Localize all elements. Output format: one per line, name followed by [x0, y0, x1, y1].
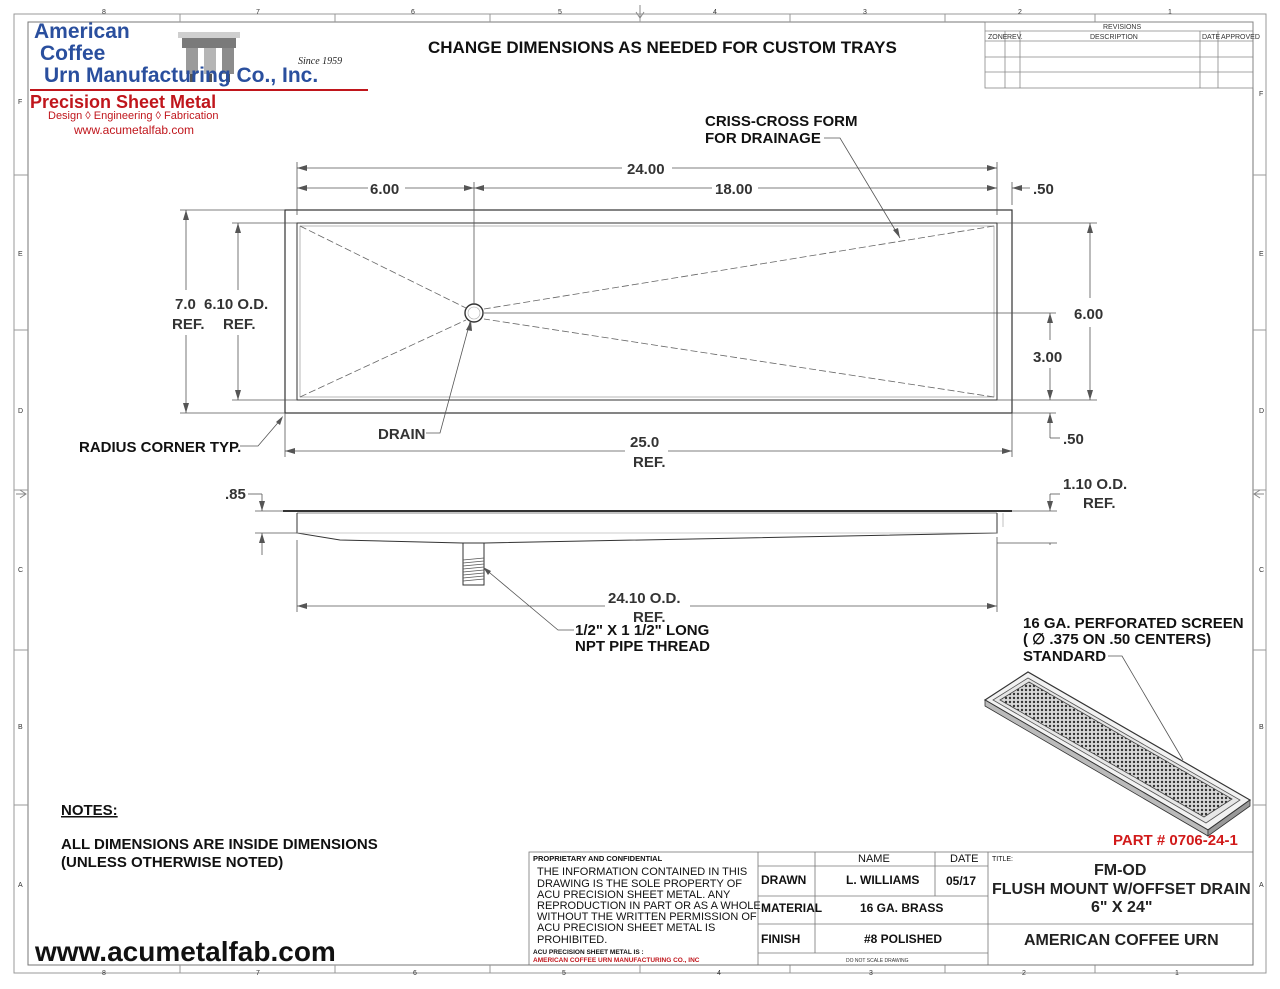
dim-height-ref-label: REF. — [172, 316, 205, 333]
dim-od-length-label: REF. — [633, 609, 666, 626]
pipe-label-1: 1/2" X 1 1/2" LONG — [575, 622, 710, 639]
tray-iso-view — [985, 672, 1250, 836]
company-logo — [30, 20, 370, 140]
zone-num-bottom: 5 — [562, 970, 566, 977]
finish-label: FINISH — [761, 932, 801, 946]
tray-top-view — [285, 210, 1012, 413]
dim-drain-offset: 6.00 — [370, 181, 400, 198]
outer-border — [14, 14, 1266, 973]
zone-num-bottom: 8 — [102, 970, 106, 977]
rev-col-zone: ZONE — [988, 34, 1008, 41]
zone-num-bottom: 6 — [413, 970, 417, 977]
zone-letter-right: D — [1259, 408, 1265, 415]
center-arrow-right — [1254, 490, 1264, 498]
zone-num-top: 1 — [1168, 9, 1172, 16]
criss-cross-label-1: CRISS-CROSS FORM — [705, 113, 858, 130]
center-arrow-top — [636, 5, 644, 18]
logo-rule — [30, 89, 368, 91]
material-label: MATERIAL — [761, 901, 823, 915]
logo-tagline: Precision Sheet Metal — [30, 92, 217, 112]
company-name: AMERICAN COFFEE URN — [1024, 932, 1219, 949]
material-value: 16 GA. BRASS — [860, 901, 944, 915]
zone-num-top: 7 — [256, 9, 260, 16]
screen-label-1: 16 GA. PERFORATED SCREEN — [1023, 615, 1244, 632]
rev-col-approved: APPROVED — [1221, 34, 1260, 41]
part-number: PART # 0706-24-1 — [1113, 832, 1238, 849]
zone-letter-right: C — [1259, 567, 1265, 574]
dim-overall-ref-label: REF. — [633, 454, 666, 471]
zone-num-bottom: 2 — [1022, 970, 1026, 977]
finish-value: #8 POLISHED — [864, 932, 943, 946]
revision-block — [985, 22, 1253, 88]
date-header: DATE — [950, 853, 979, 865]
zone-num-top: 2 — [1018, 9, 1022, 16]
zone-letter-left: C — [18, 567, 24, 574]
proprietary-line: THE INFORMATION CONTAINED IN THIS — [537, 866, 748, 878]
notes-line-2: (UNLESS OTHERWISE NOTED) — [61, 854, 284, 871]
zone-num-top: 6 — [411, 9, 415, 16]
zone-letter-right: E — [1259, 251, 1264, 258]
drawn-label: DRAWN — [761, 873, 807, 887]
radius-corner-label: RADIUS CORNER TYP. — [79, 439, 242, 456]
dim-inner-height: 6.00 — [1074, 306, 1104, 323]
zone-letter-left: A — [18, 882, 23, 889]
screen-label-3: STANDARD — [1023, 648, 1107, 665]
acu-line-2: AMERICAN COFFEE URN MANUFACTURING CO., INC — [533, 957, 700, 964]
dim-depth: .85 — [225, 486, 246, 503]
zone-letter-right: F — [1259, 91, 1264, 98]
dim-flange-right: .50 — [1033, 181, 1054, 198]
zone-letter-left: E — [18, 251, 23, 258]
proprietary-line: ACU PRECISION SHEET METAL. ANY — [537, 889, 731, 901]
proprietary-line: DRAWING IS THE SOLE PROPERTY OF — [537, 878, 742, 890]
proprietary-line: PROHIBITED. — [537, 934, 608, 946]
logo-url: www.acumetalfab.com — [74, 123, 195, 137]
tray-side-view — [283, 511, 1012, 585]
proprietary-line: REPRODUCTION IN PART OR AS A WHOLE — [537, 900, 761, 912]
rev-col-rev: REV. — [1007, 34, 1023, 41]
dim-drain-center: 3.00 — [1033, 349, 1063, 366]
drain-label: DRAIN — [378, 426, 426, 443]
title-line-2: FLUSH MOUNT W/OFFSET DRAIN — [992, 881, 1251, 898]
rev-col-description: DESCRIPTION — [1090, 34, 1138, 41]
logo-services: Design ◊ Engineering ◊ Fabrication — [48, 110, 219, 122]
rev-col-date: DATE — [1202, 34, 1221, 41]
zone-num-top: 4 — [713, 9, 717, 16]
zone-letter-right: A — [1259, 882, 1264, 889]
title-line-3: 6" X 24" — [1091, 899, 1153, 916]
title-line-1: FM-OD — [1094, 862, 1147, 879]
dim-od-depth: 1.10 O.D. — [1063, 476, 1128, 493]
zone-num-bottom: 1 — [1175, 970, 1179, 977]
dim-overall-ref: 25.0 — [630, 434, 660, 451]
zone-num-top: 8 — [102, 9, 106, 16]
drawn-date: 05/17 — [946, 874, 977, 888]
notes-heading: NOTES: — [61, 802, 118, 819]
screen-label-2: ( ∅ .375 ON .50 CENTERS) — [1023, 631, 1212, 648]
proprietary-heading: PROPRIETARY AND CONFIDENTIAL — [533, 854, 663, 863]
dim-od-depth-label: REF. — [1083, 495, 1116, 512]
dim-overall-width: 24.00 — [627, 161, 665, 178]
header-title: CHANGE DIMENSIONS AS NEEDED FOR CUSTOM TRAYS — [428, 38, 897, 57]
dim-height-od-label: REF. — [223, 316, 256, 333]
logo-line-1: American — [34, 20, 130, 43]
zone-num-bottom: 3 — [869, 970, 873, 977]
drawn-name: L. WILLIAMS — [846, 873, 920, 887]
name-header: NAME — [858, 853, 890, 865]
zone-letter-left: D — [18, 408, 24, 415]
zone-num-top: 5 — [558, 9, 562, 16]
proprietary-line: WITHOUT THE WRITTEN PERMISSION OF — [537, 911, 757, 923]
top-view-dimensions — [180, 138, 1097, 457]
criss-cross-label-2: FOR DRAINAGE — [705, 130, 821, 147]
dim-od-length: 24.10 O.D. — [608, 590, 681, 607]
dim-height-od: 6.10 O.D. — [204, 296, 269, 313]
title-label: TITLE: — [992, 856, 1014, 863]
proprietary-line: ACU PRECISION SHEET METAL IS — [537, 922, 716, 934]
zone-num-top: 3 — [863, 9, 867, 16]
dim-height-ref: 7.0 — [175, 296, 196, 313]
zone-num-bottom: 7 — [256, 970, 260, 977]
revisions-title: REVISIONS — [1103, 24, 1142, 31]
website-footer: www.acumetalfab.com — [35, 936, 336, 967]
logo-line-2: Coffee — [40, 42, 106, 65]
logo-line-3: Urn Manufacturing Co., Inc. — [44, 64, 319, 87]
zone-letter-left: F — [18, 99, 23, 106]
acu-line: ACU PRECISION SHEET METAL IS : — [533, 949, 644, 956]
zone-ticks — [14, 14, 1266, 973]
dim-flange-bottom: .50 — [1063, 431, 1084, 448]
center-arrow-left — [16, 490, 26, 498]
do-not-scale: DO NOT SCALE DRAWING — [846, 958, 909, 964]
dim-remaining: 18.00 — [715, 181, 753, 198]
pipe-label-2: NPT PIPE THREAD — [575, 638, 711, 655]
zone-num-bottom: 4 — [717, 970, 721, 977]
zone-letter-left: B — [18, 724, 23, 731]
logo-since: Since 1959 — [298, 56, 343, 67]
notes-line-1: ALL DIMENSIONS ARE INSIDE DIMENSIONS — [61, 836, 378, 853]
zone-letter-right: B — [1259, 724, 1264, 731]
